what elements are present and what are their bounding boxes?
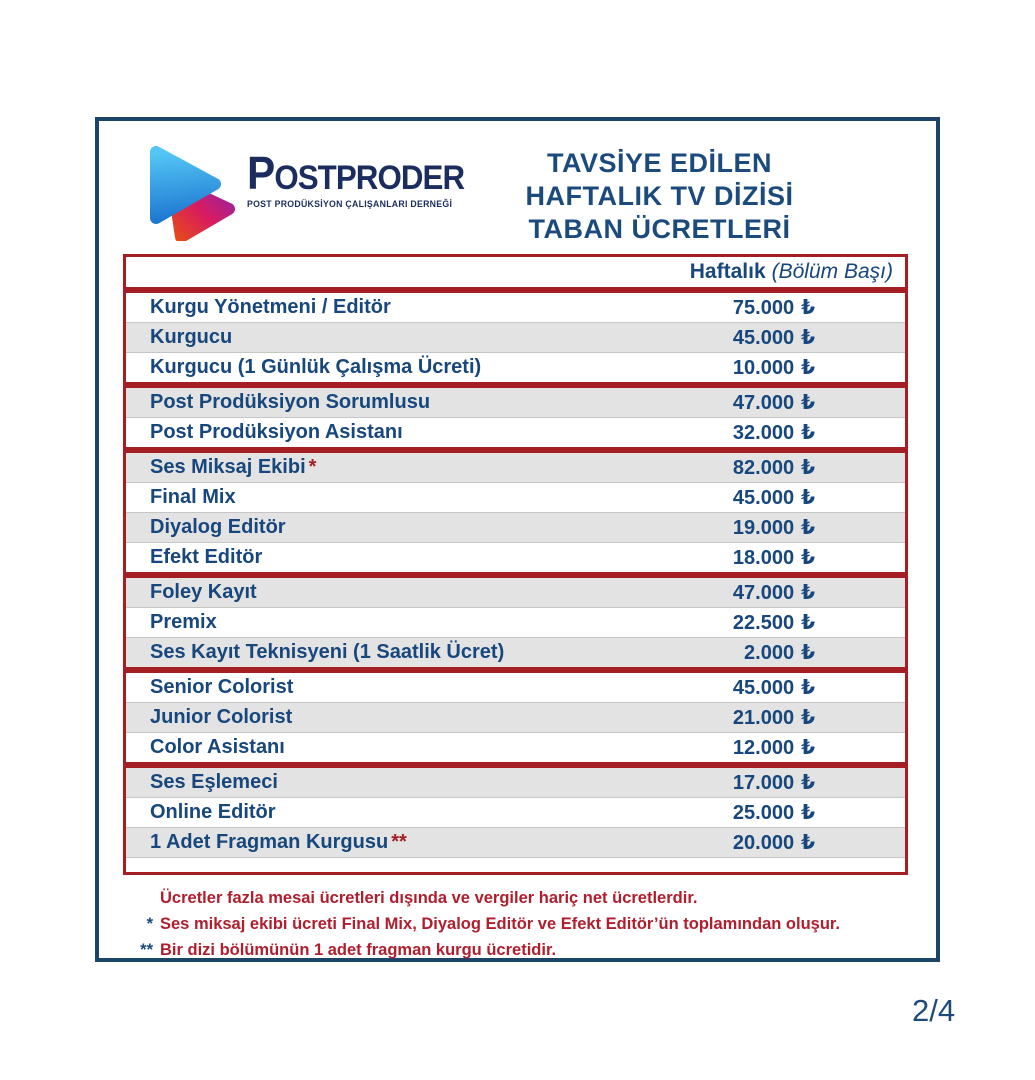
lira-symbol: ₺ bbox=[801, 390, 815, 414]
rate-group-4 bbox=[123, 575, 908, 670]
lira-symbol: ₺ bbox=[801, 705, 815, 729]
price-amount: 12.000 bbox=[732, 737, 795, 759]
row-price bbox=[733, 830, 905, 855]
rate-group-6 bbox=[123, 765, 908, 875]
price-amount: 45.000 bbox=[732, 677, 795, 699]
postproder-logo bbox=[143, 137, 465, 246]
lira-symbol: ₺ bbox=[801, 800, 815, 824]
asterisk-marker: * bbox=[308, 456, 317, 478]
price-amount: 17.000 bbox=[732, 772, 795, 794]
row-price bbox=[733, 735, 905, 760]
footnote-general bbox=[117, 885, 906, 911]
price-amount: 10.000 bbox=[732, 357, 795, 379]
price-amount: 22.500 bbox=[732, 612, 795, 634]
rate-table bbox=[123, 254, 908, 875]
row-label: Ses Kayıt Teknisyeni (1 Saatlik Ücret) bbox=[150, 641, 505, 663]
row-label: Foley Kayıt bbox=[150, 581, 257, 603]
table-row bbox=[126, 453, 905, 482]
lira-symbol: ₺ bbox=[801, 515, 815, 539]
row-price bbox=[733, 705, 905, 730]
table-row bbox=[126, 607, 905, 637]
row-label: Ses Eşlemeci bbox=[150, 771, 278, 793]
price-amount: 45.000 bbox=[732, 327, 795, 349]
rate-group-2 bbox=[123, 385, 908, 450]
lira-symbol: ₺ bbox=[801, 455, 815, 479]
row-price bbox=[733, 295, 905, 320]
row-label: Final Mix bbox=[150, 486, 236, 508]
row-label: Ses Miksaj Ekibi * bbox=[150, 456, 317, 478]
footnotes bbox=[117, 885, 906, 963]
price-amount: 47.000 bbox=[732, 392, 795, 414]
row-price bbox=[733, 800, 905, 825]
page-title bbox=[443, 147, 876, 246]
column-header-bolum-basi: (Bölüm Başı) bbox=[771, 260, 893, 283]
row-price bbox=[733, 485, 905, 510]
lira-symbol: ₺ bbox=[801, 580, 815, 604]
page-number: 2/4 bbox=[912, 993, 956, 1028]
row-label: Diyalog Editör bbox=[150, 516, 286, 538]
footnote-text: Ücretler fazla mesai ücretleri dışında ve vergiler hariç net ücretlerdir. bbox=[160, 889, 698, 907]
row-price bbox=[733, 610, 905, 635]
price-amount: 25.000 bbox=[732, 802, 795, 824]
price-amount: 19.000 bbox=[732, 517, 795, 539]
price-amount: 20.000 bbox=[732, 832, 795, 854]
row-price bbox=[744, 640, 905, 665]
footnote-marker bbox=[117, 885, 160, 911]
rate-card-document bbox=[95, 117, 940, 962]
lira-symbol: ₺ bbox=[801, 610, 815, 634]
row-label: Post Prodüksiyon Sorumlusu bbox=[150, 391, 431, 413]
table-row bbox=[126, 827, 905, 857]
rate-group-1 bbox=[123, 290, 908, 385]
table-row bbox=[126, 542, 905, 572]
row-price bbox=[733, 390, 905, 415]
row-label: Senior Colorist bbox=[150, 676, 294, 698]
table-row bbox=[126, 797, 905, 827]
lira-symbol: ₺ bbox=[801, 355, 815, 379]
footnote-text: Ses miksaj ekibi ücreti Final Mix, Diyalog Editör ve Efekt Editör’ün toplamından oluşur. bbox=[160, 915, 841, 933]
row-price bbox=[733, 580, 905, 605]
table-row bbox=[126, 293, 905, 322]
title-line-2: HAFTALIK TV DİZİSİ bbox=[525, 181, 794, 211]
table-row bbox=[126, 512, 905, 542]
row-price bbox=[733, 420, 905, 445]
table-row bbox=[126, 673, 905, 702]
table-header-row bbox=[123, 254, 908, 290]
rate-group-3 bbox=[123, 450, 908, 575]
table-row bbox=[126, 322, 905, 352]
table-row bbox=[126, 388, 905, 417]
table-row bbox=[126, 732, 905, 762]
table-row bbox=[126, 637, 905, 667]
logo-subtitle: POST PRODÜKSİYON ÇALIŞANLARI DERNEĞİ bbox=[247, 199, 453, 210]
row-price bbox=[733, 770, 905, 795]
row-label: Post Prodüksiyon Asistanı bbox=[150, 421, 403, 443]
asterisk-marker: ** bbox=[391, 831, 407, 853]
row-label: 1 Adet Fragman Kurgusu ** bbox=[150, 831, 407, 853]
price-amount: 45.000 bbox=[732, 487, 795, 509]
table-row bbox=[126, 578, 905, 607]
column-header-haftalik: Haftalık bbox=[689, 260, 766, 283]
rate-table-groups bbox=[123, 290, 908, 875]
lira-symbol: ₺ bbox=[801, 295, 815, 319]
footnote-text: Bir dizi bölümünün 1 adet fragman kurgu ücretidir. bbox=[160, 941, 557, 959]
row-price bbox=[733, 545, 905, 570]
title-line-1: TAVSİYE EDİLEN bbox=[546, 148, 773, 178]
logo-text bbox=[247, 147, 465, 210]
play-button-icon bbox=[143, 137, 239, 246]
table-row bbox=[126, 482, 905, 512]
row-price bbox=[733, 675, 905, 700]
row-label: Online Editör bbox=[150, 801, 276, 823]
row-label: Efekt Editör bbox=[150, 546, 263, 568]
price-amount: 32.000 bbox=[732, 422, 795, 444]
lira-symbol: ₺ bbox=[801, 675, 815, 699]
price-amount: 82.000 bbox=[732, 457, 795, 479]
price-amount: 18.000 bbox=[732, 547, 795, 569]
lira-symbol: ₺ bbox=[801, 420, 815, 444]
row-label: Kurgucu (1 Günlük Çalışma Ücreti) bbox=[150, 356, 482, 378]
footnote-single-asterisk bbox=[117, 911, 906, 937]
footnote-marker: * bbox=[146, 915, 153, 933]
lira-symbol: ₺ bbox=[801, 545, 815, 569]
footnote-marker: ** bbox=[140, 941, 153, 959]
lira-symbol: ₺ bbox=[801, 735, 815, 759]
row-price bbox=[733, 455, 905, 480]
rate-group-5 bbox=[123, 670, 908, 765]
price-amount: 21.000 bbox=[732, 707, 795, 729]
lira-symbol: ₺ bbox=[801, 830, 815, 854]
table-row bbox=[126, 352, 905, 382]
row-price bbox=[733, 355, 905, 380]
price-amount: 47.000 bbox=[732, 582, 795, 604]
price-amount: 75.000 bbox=[732, 297, 795, 319]
document-header bbox=[99, 121, 936, 252]
lira-symbol: ₺ bbox=[801, 640, 815, 664]
table-row bbox=[126, 768, 905, 797]
lira-symbol: ₺ bbox=[801, 325, 815, 349]
row-price bbox=[733, 515, 905, 540]
empty-row bbox=[126, 857, 905, 872]
price-amount: 2.000 bbox=[744, 642, 795, 664]
row-label: Junior Colorist bbox=[150, 706, 293, 728]
lira-symbol: ₺ bbox=[801, 485, 815, 509]
row-price bbox=[733, 325, 905, 350]
row-label: Kurgucu bbox=[150, 326, 233, 348]
logo-name: POSTPRODER bbox=[247, 147, 465, 199]
row-label: Color Asistanı bbox=[150, 736, 285, 758]
table-row bbox=[126, 417, 905, 447]
row-label: Premix bbox=[150, 611, 217, 633]
lira-symbol: ₺ bbox=[801, 770, 815, 794]
table-row bbox=[126, 702, 905, 732]
row-label: Kurgu Yönetmeni / Editör bbox=[150, 296, 391, 318]
footnote-double-asterisk bbox=[117, 937, 906, 963]
title-line-3: TABAN ÜCRETLERİ bbox=[528, 214, 791, 244]
